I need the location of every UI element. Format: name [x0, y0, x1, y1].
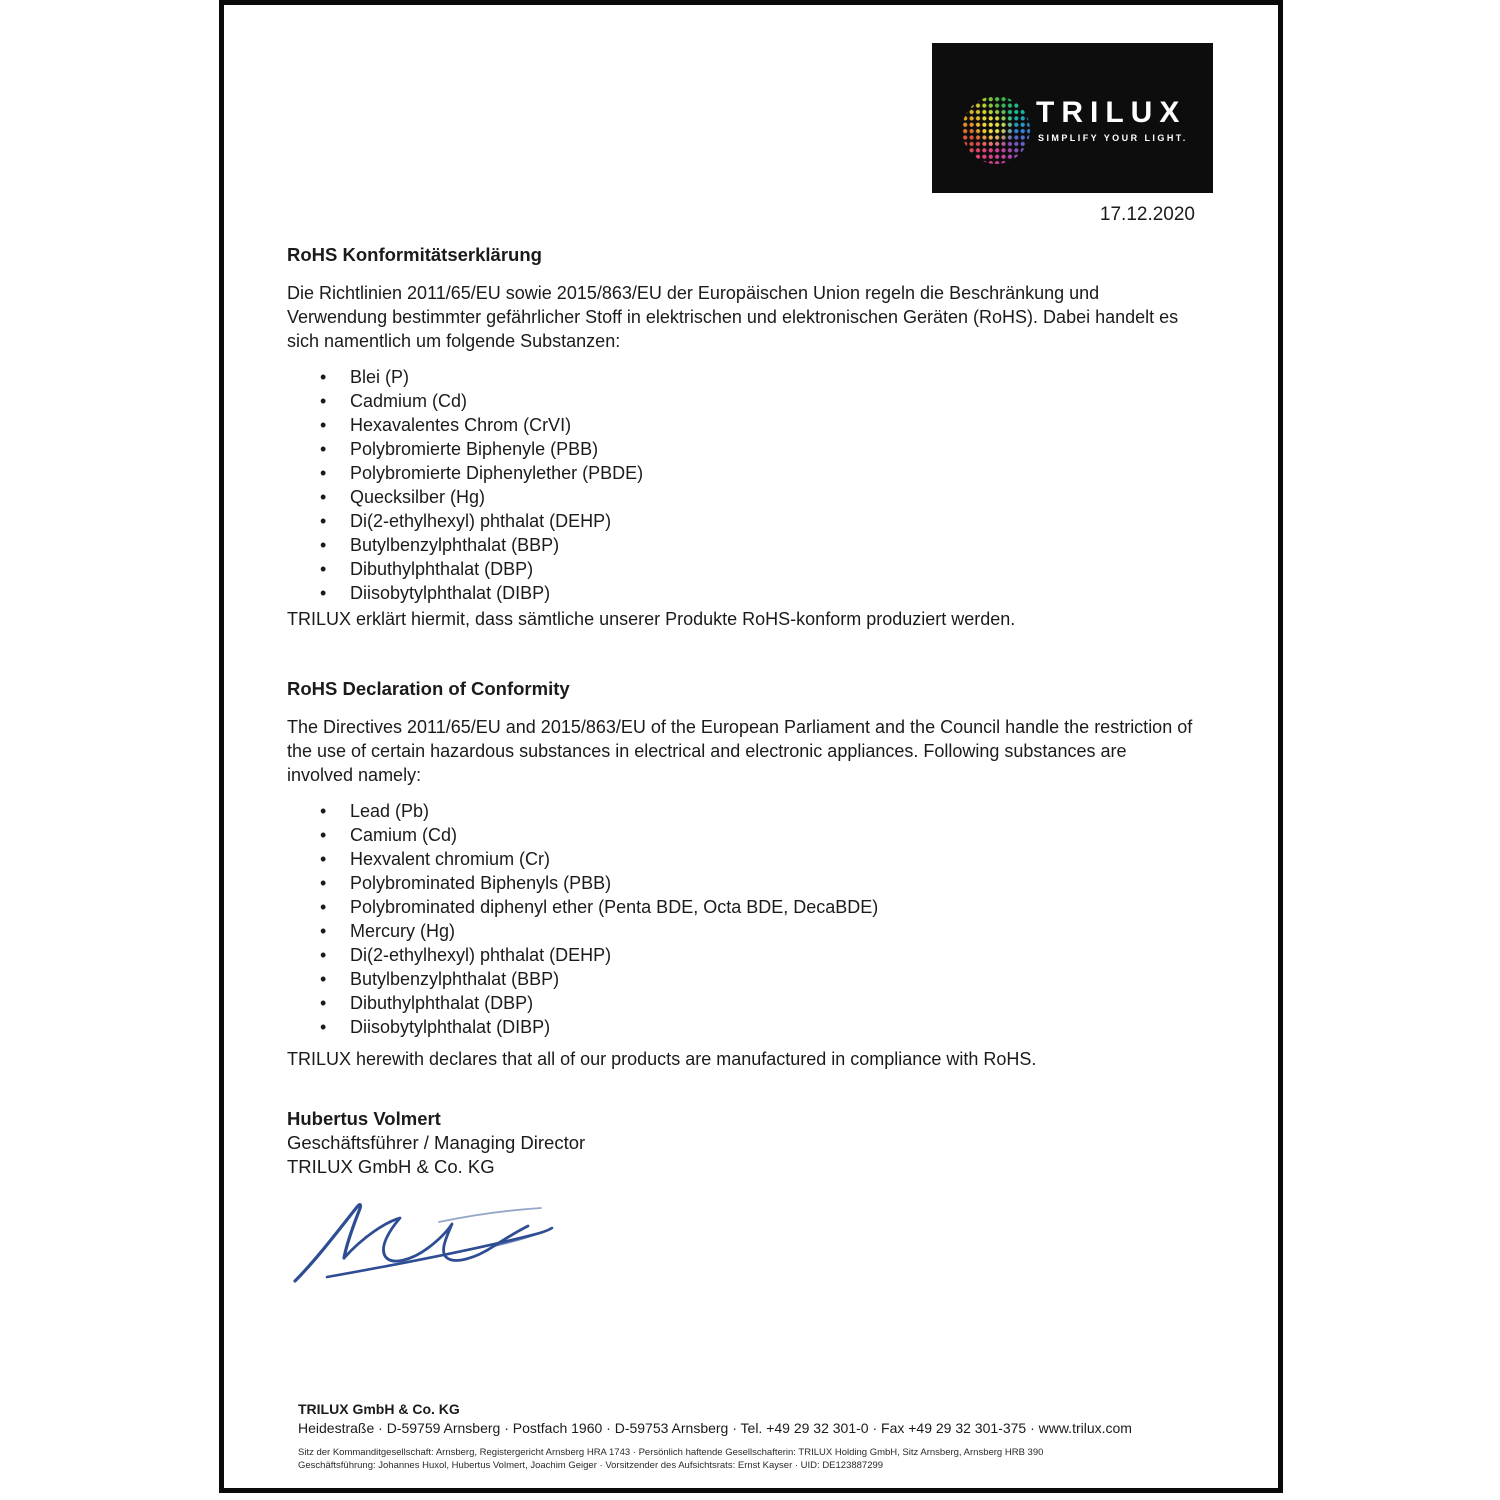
document-page — [219, 0, 1283, 1493]
list-item: • Blei (P) — [350, 365, 1195, 389]
list-item: • Polybromierte Biphenyle (PBB) — [350, 437, 1195, 461]
document-date: 17.12.2020 — [1099, 204, 1195, 225]
trilux-wordmark: TRILUX — [1036, 96, 1187, 129]
list-item: • Dibuthylphthalat (DBP) — [350, 991, 1195, 1015]
list-item: • Camium (Cd) — [350, 823, 1195, 847]
list-item: • Lead (Pb) — [350, 799, 1195, 823]
list-item: • Polybromierte Diphenylether (PBDE) — [350, 461, 1195, 485]
list-item: • Polybrominated diphenyl ether (Penta BDE, Octa BDE, DecaBDE) — [350, 895, 1195, 919]
list-item: • Dibuthylphthalat (DBP) — [350, 557, 1195, 581]
german-intro: Die Richtlinien 2011/65/EU sowie 2015/863/EU der Europäischen Union regeln die Beschränkung und Verwendung bestimmter gefährlicher Stoff in elektrischen und elektronischen Geräten (RoHS). Dabei handelt es sich namentlich um folgende Substanzen: — [287, 283, 1179, 351]
german-substance-list — [287, 365, 1195, 605]
english-intro: The Directives 2011/65/EU and 2015/863/EU of the European Parliament and the Council handle the restriction of the use of certain hazardous substances in electrical and electronic appliances. Following substances are involved namely: — [287, 717, 1193, 785]
list-item: • Hexavalentes Chrom (CrVI) — [350, 413, 1195, 437]
list-item: • Butylbenzylphthalat (BBP) — [350, 967, 1195, 991]
english-heading: RoHS Declaration of Conformity — [287, 678, 570, 699]
letterhead-footer — [298, 1401, 1218, 1472]
list-item: • Cadmium (Cd) — [350, 389, 1195, 413]
list-item: • Di(2-ethylhexyl) phthalat (DEHP) — [350, 509, 1195, 533]
list-item: • Quecksilber (Hg) — [350, 485, 1195, 509]
english-closing: TRILUX herewith declares that all of our products are manufactured in compliance with RoHS. — [287, 1049, 1037, 1069]
footer-company: TRILUX GmbH & Co. KG — [298, 1401, 460, 1417]
footer-legal — [298, 1446, 1218, 1472]
letter-body — [287, 5, 1195, 1287]
footer-address: Heidestraße · D-59759 Arnsberg · Postfach 1960 · D-59753 Arnsberg · Tel. +49 29 32 301-0 · Fax +49 29 32 301-375 · www.trilux.com — [298, 1420, 1132, 1436]
german-heading: RoHS Konformitätserklärung — [287, 244, 542, 265]
trilux-tagline: SIMPLIFY YOUR LIGHT. — [1038, 133, 1188, 143]
handwritten-signature — [289, 1187, 564, 1287]
list-item: • Mercury (Hg) — [350, 919, 1195, 943]
list-item: • Diisobytylphthalat (DIBP) — [350, 581, 1195, 605]
list-item: • Diisobytylphthalat (DIBP) — [350, 1015, 1195, 1039]
list-item: • Di(2-ethylhexyl) phthalat (DEHP) — [350, 943, 1195, 967]
list-item: • Butylbenzylphthalat (BBP) — [350, 533, 1195, 557]
signatory-name: Hubertus Volmert — [287, 1108, 441, 1129]
english-substance-list — [287, 799, 1195, 1039]
german-closing: TRILUX erklärt hiermit, dass sämtliche unserer Produkte RoHS-konform produziert werden. — [287, 609, 1016, 629]
footer-legal-line2: Geschäftsführung: Johannes Huxol, Hubertus Volmert, Joachim Geiger · Vorsitzender des Aufsichtsrats: Ernst Kayser · UID: DE123887299 — [298, 1460, 884, 1471]
footer-legal-line1: Sitz der Kommanditgesellschaft: Arnsberg, Registergericht Arnsberg HRA 1743 · Persönlich haftende Gesellschafterin: TRILUX Holding GmbH, Sitz Arnsberg, Arnsberg HRB 390 — [298, 1447, 1044, 1458]
signatory-company: TRILUX GmbH & Co. KG — [287, 1156, 495, 1177]
list-item: • Hexvalent chromium (Cr) — [350, 847, 1195, 871]
list-item: • Polybrominated Biphenyls (PBB) — [350, 871, 1195, 895]
signatory-title: Geschäftsführer / Managing Director — [287, 1132, 586, 1153]
